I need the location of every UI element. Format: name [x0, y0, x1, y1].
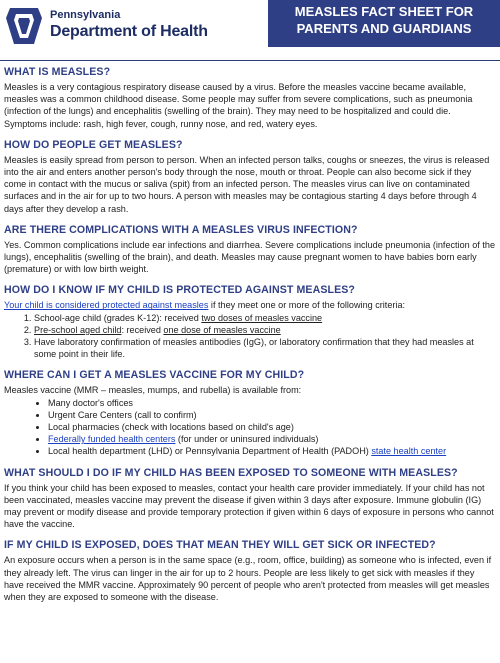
list-item: • Urgent Care Centers (call to confirm) [48, 409, 495, 421]
protected-criteria-link[interactable]: Your child is considered protected against measles [4, 300, 209, 311]
item-underlined-text: Pre-school aged child [34, 324, 122, 335]
heading-exposed: WHAT SHOULD I DO IF MY CHILD HAS BEEN EXPOSED TO SOMEONE WITH MEASLES? [4, 466, 458, 479]
item-text: (for under or uninsured individuals) [175, 434, 319, 445]
paragraph-complications: Yes. Common complications include ear infections and diarrhea. Severe complications include pneumonia (infection of the lungs), encephalitis (swelling of the brain), and death. Measles may cause pregnant women to have babies born early (premature) or with low birth weight. [4, 239, 495, 275]
heading-how-get-measles: HOW DO PEOPLE GET MEASLES? [4, 138, 183, 151]
paragraph-where-intro: Measles vaccine (MMR – measles, mumps, and rubella) is available from: [4, 385, 302, 396]
item-underlined-text: two doses of measles vaccine [201, 312, 323, 323]
list-item: • Local pharmacies (check with locations based on child's age) [48, 421, 495, 433]
paragraph-sick: An exposure occurs when a person is in the same space (e.g., room, office, building) as someone who is infected, even if they already left. The virus can linger in the air for up to 2 hours. People are less likely to get sick with measles if they have received the MMR vaccine. Approximately 90 percent of people who aren't protected from measles will get measles when they are exposed to someone with the disease. [4, 555, 492, 603]
vaccine-locations-list [4, 397, 495, 458]
protected-criteria-list [4, 312, 495, 361]
paragraph-how-get-measles: Measles is easily spread from person to person. When an infected person talks, coughs or sneezes, the virus is released into the air and enters another person's body through the nose, mouth or throat. People can also become sick if they come in contact with the mucus or saliva (spit) from an infected person. The measles virus can live on contaminated surfaces and in the air for up to two hours. A person with measles may be contagious starting 4 days before through 4 days after they develop a rash. [4, 154, 490, 214]
heading-complications: ARE THERE COMPLICATIONS WITH A MEASLES VIRUS INFECTION? [4, 223, 358, 236]
health-centers-link[interactable]: Federally funded health centers [48, 434, 176, 445]
item-text: : received [121, 324, 164, 335]
item-underlined-text: one dose of measles vaccine [163, 324, 281, 335]
list-item [34, 324, 495, 336]
protected-intro-text: if they meet one or more of the following criteria: [208, 300, 406, 311]
title-line-1: MEASLES FACT SHEET FOR [294, 4, 474, 19]
list-item [48, 445, 495, 457]
agency-state: Pennsylvania [50, 9, 121, 21]
heading-protected: HOW DO I KNOW IF MY CHILD IS PROTECTED AGAINST MEASLES? [4, 284, 355, 297]
header [0, 0, 500, 61]
heading-what-is-measles: WHAT IS MEASLES? [4, 66, 111, 78]
page-title [268, 0, 500, 47]
heading-where-vaccine: WHERE CAN I GET A MEASLES VACCINE FOR MY CHILD? [4, 369, 305, 382]
content [0, 66, 500, 603]
heading-sick: IF MY CHILD IS EXPOSED, DOES THAT MEAN THEY WILL GET SICK OR INFECTED? [4, 539, 436, 552]
list-item [48, 433, 495, 445]
item-text: School-age child (grades K-12): received [34, 312, 202, 323]
list-item: 3. Have laboratory confirmation of measles antibodies (IgG), or laboratory confirmation that they had measles at some point in their life. [34, 336, 495, 360]
list-item: • Many doctor's offices [48, 397, 495, 409]
keystone-logo-icon [4, 6, 44, 46]
list-item [34, 312, 495, 324]
item-text: Local health department (LHD) or Pennsylvania Department of Health (PADOH) [48, 446, 372, 457]
title-line-2: PARENTS AND GUARDIANS [296, 21, 472, 36]
paragraph-protected-intro [4, 299, 495, 311]
paragraph-what-is-measles: Measles is a very contagious respiratory disease caused by a virus. Before the measles vaccine became available, measles was a common childhood disease. Some people may suffer from severe complications, such as pneumonia (infection of the lungs) and encephalitis (swelling of the brain). They may need to be hospitalized and could die. Symptoms include: rash, high fever, cough, runny nose, and red, watery eyes. [4, 82, 473, 129]
agency-brand [50, 9, 208, 41]
state-health-center-link[interactable]: state health center [371, 446, 447, 457]
paragraph-exposed: If you think your child has been exposed to measles, contact your health care provider immediately. If your child has not been vaccinated, measles vaccine may prevent the disease if given within 3 days after exposure. Immune globulin (IG) may prevent or modify disease and provide temporary protection if given within 6 days of exposure in persons who cannot have the vaccine. [4, 482, 494, 530]
agency-name: Department of Health [50, 23, 208, 40]
